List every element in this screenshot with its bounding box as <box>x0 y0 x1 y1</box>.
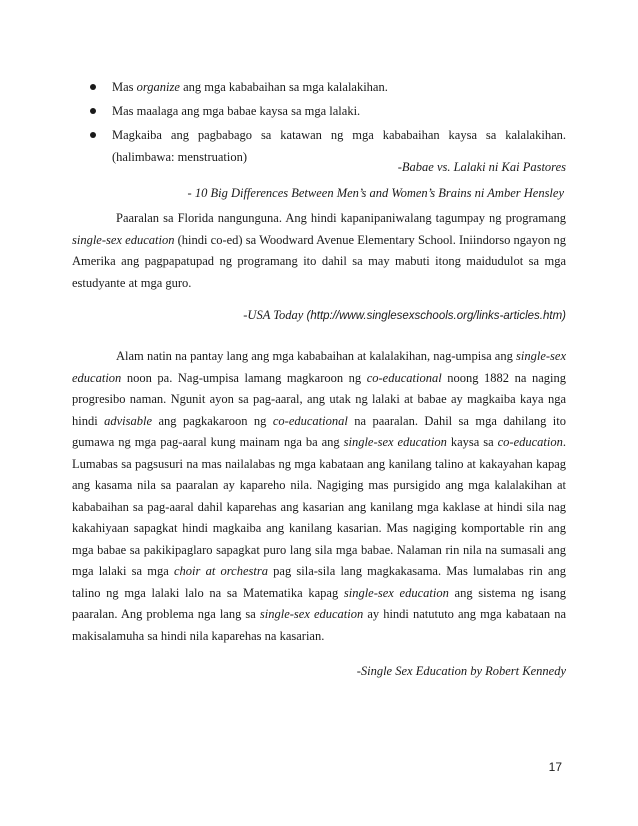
bullet-text: ang mga kababaihan sa mga kalalakihan. <box>179 80 388 94</box>
attribution-robert-kennedy: -Single Sex Education by Robert Kennedy <box>356 664 566 678</box>
paragraph-text: ang sistema ng isang paaralan. Ang problema nga lang sa <box>72 585 566 621</box>
paragraph-text: noon pa. Nag-umpisa lamang magkaroon ng <box>121 370 367 385</box>
paragraph-emphasis: choir at orchestra <box>174 564 268 578</box>
bullet-dot-icon <box>90 108 96 114</box>
paragraph-text: pag sila-sila lang magkakasama. Mas lumalabas rin ang talino ng mga lalaki lalo na sa Matematika kapag <box>72 564 567 600</box>
paragraph-text: Alam natin na pantay lang ang mga kababaihan at kalalakihan, nag-umpisa ang <box>116 349 517 363</box>
paragraph-emphasis: single-sex education <box>72 232 175 247</box>
bullet-item <box>88 76 566 98</box>
paragraph-emphasis: single-sex education <box>259 607 364 621</box>
attribution-brain-differences <box>188 186 564 201</box>
bullet-dot-icon <box>90 84 96 90</box>
page-number: 17 <box>548 760 562 774</box>
paragraph-emphasis: co-educational <box>272 413 348 428</box>
bullet-dot-icon <box>90 132 96 138</box>
bullet-item <box>88 100 566 122</box>
paragraph-emphasis: single-sex education <box>72 349 566 385</box>
paragraph-text: ang pagkakaroon ng <box>152 413 273 428</box>
bullet-list <box>88 76 566 168</box>
paragraph-florida <box>72 208 566 294</box>
paragraph-text: kaysa sa <box>446 435 498 449</box>
attribution-dash: - <box>187 186 195 200</box>
attribution-text: 10 Big Differences Between Men’s and Women’s Brains ni Amber Hensley <box>194 186 564 200</box>
bullet-emphasis: organize <box>136 80 180 94</box>
attribution-usa-today <box>243 308 566 323</box>
paragraph-single-sex <box>72 346 566 647</box>
paragraph-text: na paaralan. Dahil sa mga dahilang ito gumawa ng mga pag-aaral kung mainam nga ba ang <box>72 413 566 449</box>
paragraph-emphasis: co-educational <box>366 370 442 385</box>
bullet-text: Magkaiba ang pagbabago sa katawan ng mga kababaihan kaysa sa kalalakihan. (halimbawa: menstruation) <box>112 128 566 164</box>
paragraph-text: (hindi co-ed) sa Woodward Avenue Elementary School. Iniindorso ngayon ng Amerika ang pagpapatupad ng programang ito dahil sa may mabuti itong maidudulot sa mga estudyante at mga guro. <box>72 232 567 290</box>
paragraph-emphasis: single-sex education <box>343 585 449 600</box>
bullet-text: Mas <box>112 80 137 94</box>
paragraph-emphasis: co-education <box>497 435 563 449</box>
source-name: -USA Today <box>243 308 304 322</box>
paragraph-text: noong 1882 na naging progresibo naman. Ngunit ayon sa pag-aaral, ang utak ng lalaki at babae ay magkaiba kaya nga hindi <box>72 370 566 428</box>
paragraph-text: Paaralan sa Florida nangunguna. Ang hindi kapanipaniwalang tagumpay ng programang <box>116 211 566 225</box>
paragraph-text: ay hindi natututo ang mga kabataan na makisalamuha sa hindi nila kaparehas na kasarian. <box>72 607 567 643</box>
paragraph-emphasis: advisable <box>104 413 153 428</box>
attribution-babae-vs-lalaki: -Babae vs. Lalaki ni Kai Pastores <box>397 160 566 174</box>
paragraph-emphasis: single-sex education <box>343 435 447 449</box>
bullet-text: Mas maalaga ang mga babae kaysa sa mga lalaki. <box>112 104 361 118</box>
paragraph-text: . Lumabas sa pagsusuri na mas nailalabas ng mga kabataan ang kanilang talino at kakayahan kapag ang kasama nila sa paaralan ay kapareho nila. Nagiging mas pursigido ang mga kalalakihan at kababaihan sa pag-aaral dahil kaparehas ang kasarian ang kanilang mga kaklase at hindi sila nag kakahiyaan sapagkat hindi magkaiba ang kanilang kasarian. Mas nagiging komportable rin ang mga babae sa pakikipaglaro sapagkat puro lang sila mga babae. Nalaman rin nila na sumasali ang mga lalaki sa mga <box>72 435 566 578</box>
source-url: (http://www.singlesexschools.org/links-articles.htm) <box>303 310 566 322</box>
